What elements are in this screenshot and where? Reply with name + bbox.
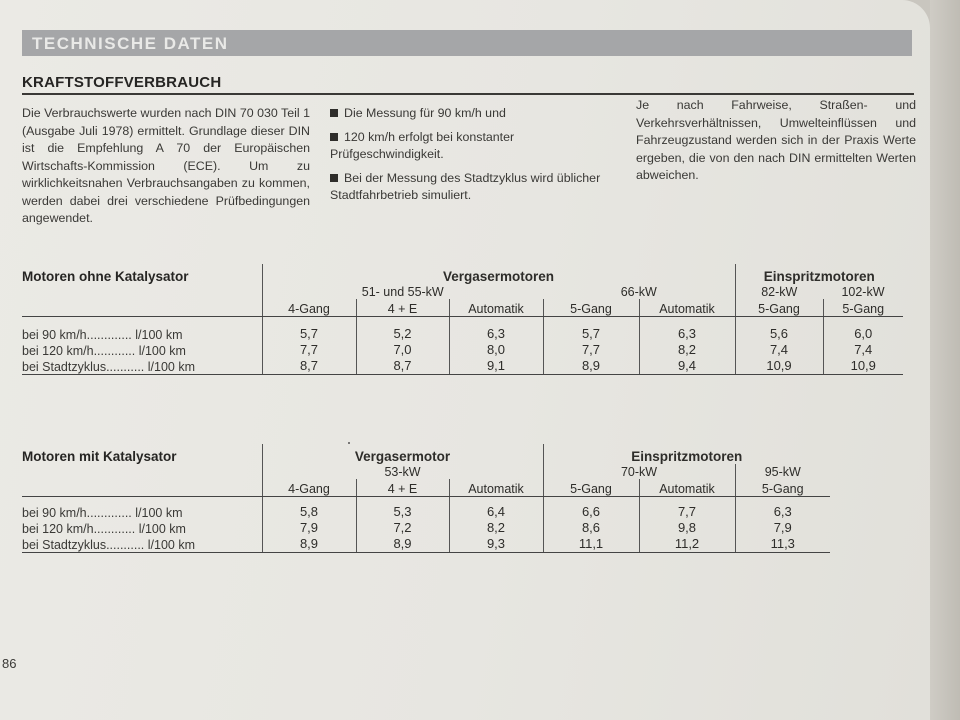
subgroup-header: 53-kW — [262, 464, 543, 479]
table-cell: 6,3 — [639, 326, 735, 342]
heading-rule — [22, 93, 914, 95]
table-cell: 8,9 — [543, 358, 639, 375]
subgroup-header: 102-kW — [841, 285, 885, 299]
table-cell: 7,2 — [356, 520, 449, 536]
bullet-text: Die Messung für 90 km/h und — [344, 106, 506, 120]
table-cell: 7,0 — [356, 342, 449, 358]
table-cell: 5,2 — [356, 326, 449, 342]
column-header: Automatik — [449, 299, 543, 316]
row-label: bei 120 km/h............ l/100 km — [22, 522, 186, 536]
table-cell: 7,7 — [639, 504, 735, 520]
subgroup-header: 51- und 55-kW — [262, 284, 543, 299]
table-cell: 7,7 — [543, 342, 639, 358]
group-header: Vergasermotor — [262, 444, 543, 464]
table-cell: 6,4 — [449, 504, 543, 520]
column-header: Automatik — [639, 479, 735, 496]
table-cell: 5,7 — [262, 326, 356, 342]
table-row — [22, 504, 830, 520]
column-header: Automatik — [449, 479, 543, 496]
row-label: bei 90 km/h............. l/100 km — [22, 506, 183, 520]
column-header: Automatik — [639, 299, 735, 316]
table-row — [22, 326, 903, 342]
column-header: 4-Gang — [262, 299, 356, 316]
table-cell: 8,0 — [449, 342, 543, 358]
section-title: TECHNISCHE DATEN — [32, 34, 229, 53]
table-cell: 6,3 — [735, 504, 830, 520]
row-label: bei Stadtzyklus........... l/100 km — [22, 536, 262, 553]
table-cell: 7,4 — [823, 342, 903, 358]
column-header: 5-Gang — [543, 479, 639, 496]
bullet-text: 120 km/h erfolgt bei konstanter Prüfgeschwindigkeit. — [330, 129, 515, 161]
bullet-text: Bei der Messung des Stadtzyklus wird üblicher Stadtfahrbetrieb simuliert. — [330, 170, 601, 202]
page-heading: KRAFTSTOFFVERBRAUCH — [22, 74, 222, 91]
subgroup-header: 66-kW — [620, 285, 657, 299]
group-header: Vergasermotoren — [262, 264, 735, 284]
subgroup-header: 95-kW — [735, 464, 830, 479]
consumption-table-with-catalyst — [22, 444, 842, 553]
table-row — [22, 358, 903, 375]
column-header: 4 + E — [356, 479, 449, 496]
bullet-item-2 — [330, 129, 615, 164]
table-cell: 8,7 — [262, 358, 356, 375]
subgroup-header: 70-kW — [543, 464, 735, 479]
square-bullet-icon — [330, 133, 338, 141]
table-cell: 10,9 — [735, 358, 823, 375]
bullet-item-3 — [330, 170, 615, 205]
table-cell: 11,2 — [639, 536, 735, 553]
table-cell: 7,9 — [735, 520, 830, 536]
table-cell: 11,1 — [543, 536, 639, 553]
column-header: 5-Gang — [543, 299, 639, 316]
intro-column-2 — [330, 105, 615, 205]
table-cell: 5,8 — [262, 504, 356, 520]
table-cell: 8,9 — [262, 536, 356, 553]
row-label: bei 120 km/h............ l/100 km — [22, 344, 186, 358]
row-label: bei Stadtzyklus........... l/100 km — [22, 358, 262, 375]
table-cell: 7,4 — [735, 342, 823, 358]
column-header: 4 + E — [356, 299, 449, 316]
table-cell: 9,8 — [639, 520, 735, 536]
page-edge — [930, 0, 960, 720]
column-header: 5-Gang — [735, 299, 823, 316]
table-cell: 9,1 — [449, 358, 543, 375]
bullet-item-1 — [330, 105, 615, 123]
table-cell: 8,9 — [356, 536, 449, 553]
table-row — [22, 536, 830, 553]
subgroup-header: 82-kW — [735, 284, 823, 299]
column-header: 5-Gang — [735, 479, 830, 496]
intro-column-1: Die Verbrauchswerte wurden nach DIN 70 030 Teil 1 (Ausgabe Juli 1978) ermittelt. Grundlage dieser DIN ist die Empfehlung A 70 der Europäischen Wirtschafts-Kommission (ECE). Um zu wirklichkeitsnahen Verbrauchsangaben zu kommen, werden dabei drei verschiedene Prüfbedingungen angewendet. — [22, 106, 310, 225]
table-cell: 7,7 — [262, 342, 356, 358]
square-bullet-icon — [330, 109, 338, 117]
table-title: Motoren mit Katalysator — [22, 449, 177, 464]
table-cell: 8,2 — [449, 520, 543, 536]
group-header: Einspritzmotoren — [735, 264, 903, 284]
table-cell: 7,9 — [262, 520, 356, 536]
column-header: 5-Gang — [823, 299, 903, 316]
column-header: 4-Gang — [262, 479, 356, 496]
table-cell: 6,3 — [449, 326, 543, 342]
row-label: bei 90 km/h............. l/100 km — [22, 328, 183, 342]
table-cell: 8,2 — [639, 342, 735, 358]
table-cell: 11,3 — [735, 536, 830, 553]
table-cell: 6,6 — [543, 504, 639, 520]
table-cell: 10,9 — [823, 358, 903, 375]
table-title: Motoren ohne Katalysator — [22, 269, 189, 284]
square-bullet-icon — [330, 174, 338, 182]
table-cell: 5,6 — [735, 326, 823, 342]
table-cell: 9,4 — [639, 358, 735, 375]
section-header-bar — [22, 30, 912, 56]
table-cell: 5,7 — [543, 326, 639, 342]
table-cell: 5,3 — [356, 504, 449, 520]
table-row — [22, 342, 903, 358]
table-cell: 8,6 — [543, 520, 639, 536]
table-row — [22, 520, 830, 536]
table-cell: 8,7 — [356, 358, 449, 375]
intro-column-3: Je nach Fahrweise, Straßen- und Verkehrsverhältnissen, Umwelteinflüssen und Fahrzeugzustand werden sich in der Praxis Werte ergeben, die von den nach DIN ermittelten Werten abweichen. — [636, 98, 916, 182]
table-cell: 9,3 — [449, 536, 543, 553]
group-header: Einspritzmotoren — [543, 444, 830, 464]
table-cell: 6,0 — [823, 326, 903, 342]
consumption-table-without-catalyst — [22, 264, 918, 375]
page-number: 86 — [2, 656, 17, 671]
